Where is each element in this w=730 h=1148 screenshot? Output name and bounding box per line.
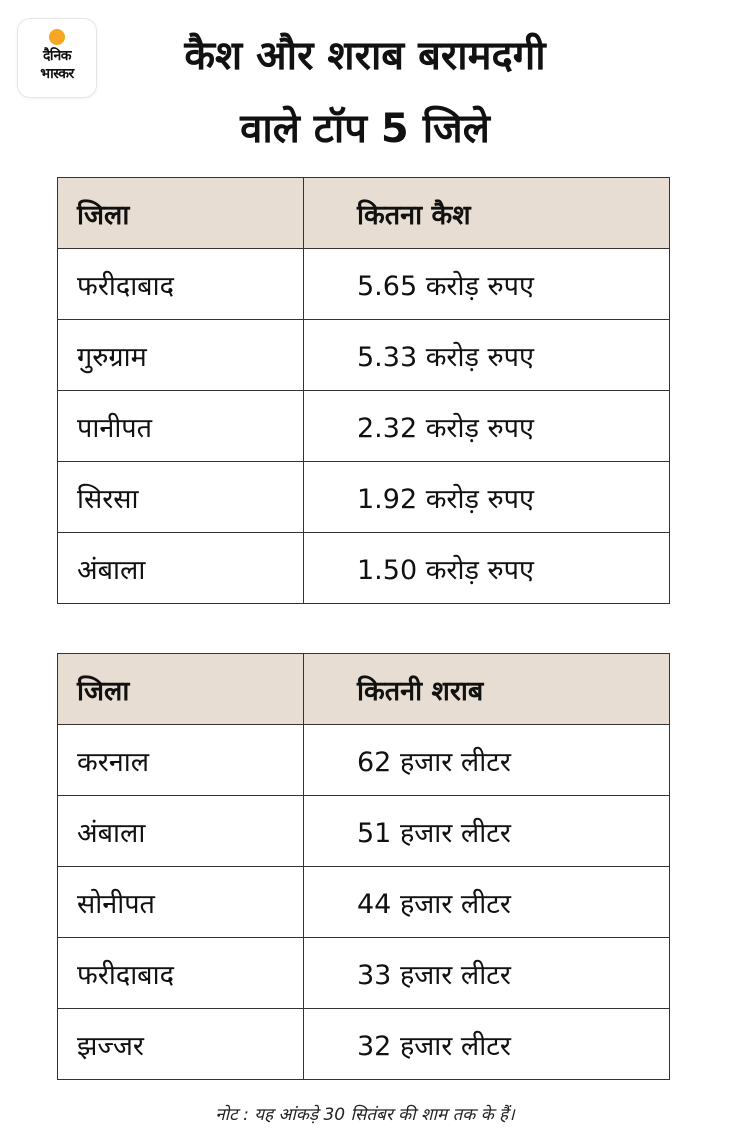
footnote: नोट : यह आंकड़े 30 सितंबर की शाम तक के हैं।	[215, 1105, 515, 1125]
sun-icon	[49, 29, 65, 45]
liquor-amount-cell: 32 हजार लीटर	[304, 1009, 670, 1080]
cash-amount-cell: 1.50 करोड़ रुपए	[304, 533, 670, 604]
table-row	[58, 391, 670, 462]
logo-text-line1: दैनिक	[42, 48, 72, 64]
district-cell: अंबाला	[58, 796, 304, 867]
column-header-district: जिला	[58, 178, 304, 249]
liquor-amount-cell: 33 हजार लीटर	[304, 938, 670, 1009]
district-cell: अंबाला	[58, 533, 304, 604]
table-row	[58, 796, 670, 867]
column-header-liquor: कितनी शराब	[304, 654, 670, 725]
table-row	[58, 938, 670, 1009]
liquor-amount-cell: 51 हजार लीटर	[304, 796, 670, 867]
table-row	[58, 320, 670, 391]
cash-amount-cell: 2.32 करोड़ रुपए	[304, 391, 670, 462]
table-header-row	[58, 654, 670, 725]
cash-amount-cell: 5.33 करोड़ रुपए	[304, 320, 670, 391]
liquor-amount-cell: 62 हजार लीटर	[304, 725, 670, 796]
table-row	[58, 1009, 670, 1080]
district-cell: सिरसा	[58, 462, 304, 533]
table-header-row	[58, 178, 670, 249]
district-cell: झज्जर	[58, 1009, 304, 1080]
column-header-district: जिला	[58, 654, 304, 725]
liquor-recovery-table	[57, 653, 670, 1080]
district-cell: करनाल	[58, 725, 304, 796]
logo-text-line2: भास्कर	[40, 66, 74, 82]
district-cell: फरीदाबाद	[58, 938, 304, 1009]
table-row	[58, 533, 670, 604]
table-row	[58, 462, 670, 533]
table-row	[58, 249, 670, 320]
district-cell: पानीपत	[58, 391, 304, 462]
district-cell: फरीदाबाद	[58, 249, 304, 320]
cash-amount-cell: 5.65 करोड़ रुपए	[304, 249, 670, 320]
district-cell: सोनीपत	[58, 867, 304, 938]
dainik-bhaskar-logo	[18, 19, 96, 97]
cash-amount-cell: 1.92 करोड़ रुपए	[304, 462, 670, 533]
table-row	[58, 867, 670, 938]
column-header-cash: कितना कैश	[304, 178, 670, 249]
district-cell: गुरुग्राम	[58, 320, 304, 391]
table-row	[58, 725, 670, 796]
page-title-line1: कैश और शराब बरामदगी	[184, 33, 546, 79]
liquor-amount-cell: 44 हजार लीटर	[304, 867, 670, 938]
page-title-line2: वाले टॉप 5 जिले	[240, 106, 490, 152]
cash-recovery-table	[57, 177, 670, 604]
